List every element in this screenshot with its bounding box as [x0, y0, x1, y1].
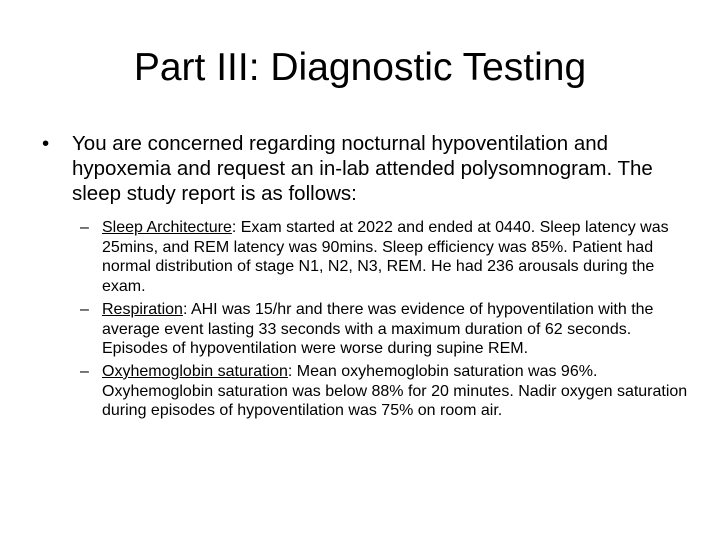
- sub-bullet-list: [80, 218, 700, 424]
- sub-item-body: [80, 300, 700, 359]
- bullet-text: You are concerned regarding nocturnal hypoventilation and hypoxemia and request an in-lab attended polysomnogram. The sleep study report is as follows:: [72, 132, 653, 205]
- main-bullet: [42, 131, 682, 206]
- bullet-marker: •: [42, 132, 50, 155]
- sub-item-text: : Mean oxyhemoglobin saturation was 96%. Oxyhemoglobin saturation was below 88% for 20 minutes. Nadir oxygen saturation during episodes of hypoventilation was 75% on room air.: [102, 362, 688, 420]
- slide-title: Part III: Diagnostic Testing: [133, 46, 587, 89]
- sub-item-oxyhemoglobin-saturation: [80, 362, 700, 421]
- sub-item-text: : AHI was 15/hr and there was evidence of hypoventilation with the average event lasting 33 seconds with a maximum duration of 62 seconds. Episodes of hypoventilation were worse during supine REM.: [102, 300, 654, 358]
- sub-item-term: Oxyhemoglobin saturation: [102, 362, 288, 380]
- sub-item-marker: –: [80, 300, 89, 318]
- sub-item-body: [80, 362, 700, 421]
- sub-item-term: Sleep Architecture: [102, 219, 232, 236]
- sub-item-respiration: [80, 300, 700, 359]
- sub-item-text: : Exam started at 2022 and ended at 0440. Sleep latency was 25mins, and REM latency was 90mins. Sleep efficiency was 85%. Patient had normal distribution of stage N1, N2, N3, REM. He had 236 arousals during the exam.: [102, 219, 669, 296]
- sub-item-marker: –: [80, 219, 89, 236]
- sub-item-marker: –: [80, 362, 89, 380]
- sub-item-body: [80, 218, 700, 297]
- sub-item-term: Respiration: [102, 300, 183, 318]
- sub-item-sleep-architecture: [80, 218, 700, 297]
